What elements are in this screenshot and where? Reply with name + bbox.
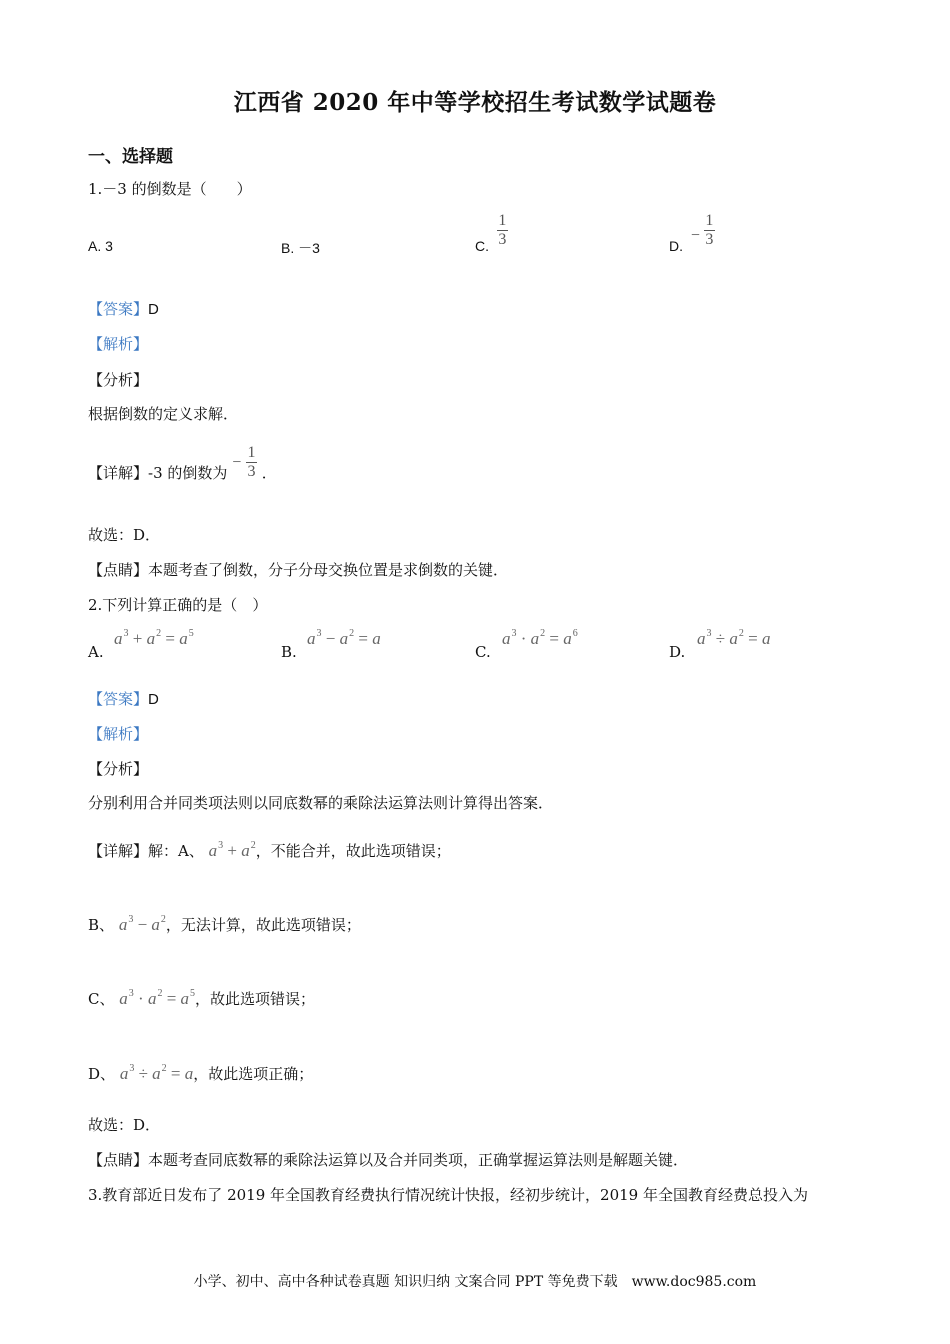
q2-answer xyxy=(88,688,159,709)
q2-stem: 2.下列计算正确的是（ ） xyxy=(88,596,268,614)
answer-tag: 【答案】 xyxy=(88,690,149,708)
detail-tag: 【详解】 xyxy=(88,842,149,860)
answer-value: D xyxy=(148,301,159,318)
fraction: $\frac{1}{3}$ xyxy=(705,212,714,248)
section-heading: 一、选择题 xyxy=(88,147,173,167)
q1-answer xyxy=(88,298,159,319)
q1-option-c xyxy=(475,212,508,254)
detail-text: -3 的倒数为 xyxy=(148,464,228,482)
q1-option-d xyxy=(669,212,715,254)
option-label: A. xyxy=(88,238,102,254)
option-value: 3 xyxy=(105,238,113,254)
q1-choose: 故选：D． xyxy=(88,526,161,544)
minus-sign: − xyxy=(690,227,700,244)
q2-option-d-formula: $a^3 \div a^2 = a$ xyxy=(697,628,771,648)
formula: $a^3 \div a^2 = a$ xyxy=(119,1063,194,1083)
comment-text: 本题考查同底数幂的乘除法运算以及合并同类项，正确掌握运算法则是解题关键． xyxy=(148,1151,689,1169)
q2-detail-c: C、 $a^3 \cdot a^2 = a^5$，故此选项错误； xyxy=(88,988,316,1008)
q2-detail-b: B、 $a^3 - a^2$，无法计算，故此选项错误； xyxy=(88,914,361,934)
q2-analysis-tag: 【解析】 xyxy=(88,725,149,743)
page-footer: 小学、初中、高中各种试卷真题 知识归纳 文案合同 PPT 等免费下载 www.doc985.com xyxy=(193,1274,757,1290)
q2-detail-d: D、 $a^3 \div a^2 = a$，故此选项正确； xyxy=(88,1063,314,1083)
q2-option-b-label: B. xyxy=(281,643,297,661)
option-value: －3 xyxy=(298,240,320,256)
comment-tag: 【点睛】 xyxy=(88,1151,149,1169)
q1-detail xyxy=(88,444,277,483)
q1-analysis-tag: 【解析】 xyxy=(88,335,149,353)
formula: $a^3 + a^2$ xyxy=(208,840,256,860)
formula: $a^3 - a^2$ xyxy=(118,914,166,934)
q2-option-d-label: D. xyxy=(669,643,686,661)
q2-option-c-formula: $a^3 \cdot a^2 = a^6$ xyxy=(502,628,578,648)
q2-fenxi-text: 分别利用合并同类项法则以同底数幂的乘除法运算法则计算得出答案． xyxy=(88,794,554,812)
option-label: C. xyxy=(475,238,489,254)
q2-comment xyxy=(88,1149,688,1170)
q2-fenxi-tag: 【分析】 xyxy=(88,760,149,778)
q2-detail-a: 【详解】解：A、 $a^3 + a^2$，不能合并，故此选项错误； xyxy=(88,840,451,860)
comment-text: 本题考查了倒数，分子分母交换位置是求倒数的关键． xyxy=(148,561,509,579)
minus-sign: − xyxy=(232,454,242,471)
q1-option-b xyxy=(281,238,320,258)
option-label: D. xyxy=(669,238,683,254)
q1-fenxi-text: 根据倒数的定义求解． xyxy=(88,405,239,423)
q2-option-a-formula: $a^3 + a^2 = a^5$ xyxy=(114,628,194,648)
q1-fenxi-tag: 【分析】 xyxy=(88,371,149,389)
q2-option-a-label: A. xyxy=(88,643,104,661)
q2-option-c-label: C. xyxy=(475,643,491,661)
fraction: $\frac{1}{3}$ xyxy=(498,212,507,248)
answer-tag: 【答案】 xyxy=(88,300,149,318)
q1-comment xyxy=(88,559,508,580)
answer-value: D xyxy=(148,691,159,708)
page-title: 江西省 2020 年中等学校招生考试数学试题卷 xyxy=(233,89,717,116)
q2-choose: 故选：D． xyxy=(88,1116,161,1134)
q2-option-b-formula: $a^3 - a^2 = a$ xyxy=(307,628,381,648)
detail-tag: 【详解】 xyxy=(88,464,149,482)
period: ． xyxy=(261,464,277,482)
formula: $a^3 \cdot a^2 = a^5$ xyxy=(119,988,196,1008)
option-label: B. xyxy=(281,240,295,256)
q1-option-a xyxy=(88,238,113,254)
comment-tag: 【点睛】 xyxy=(88,561,149,579)
q3-stem: 3.教育部近日发布了 2019 年全国教育经费执行情况统计快报，经初步统计，2019 年全国教育经费总投入为 xyxy=(88,1186,808,1204)
q1-stem: 1.－3 的倒数是（ ） xyxy=(88,180,252,198)
fraction: $\frac{1}{3}$ xyxy=(247,444,256,480)
